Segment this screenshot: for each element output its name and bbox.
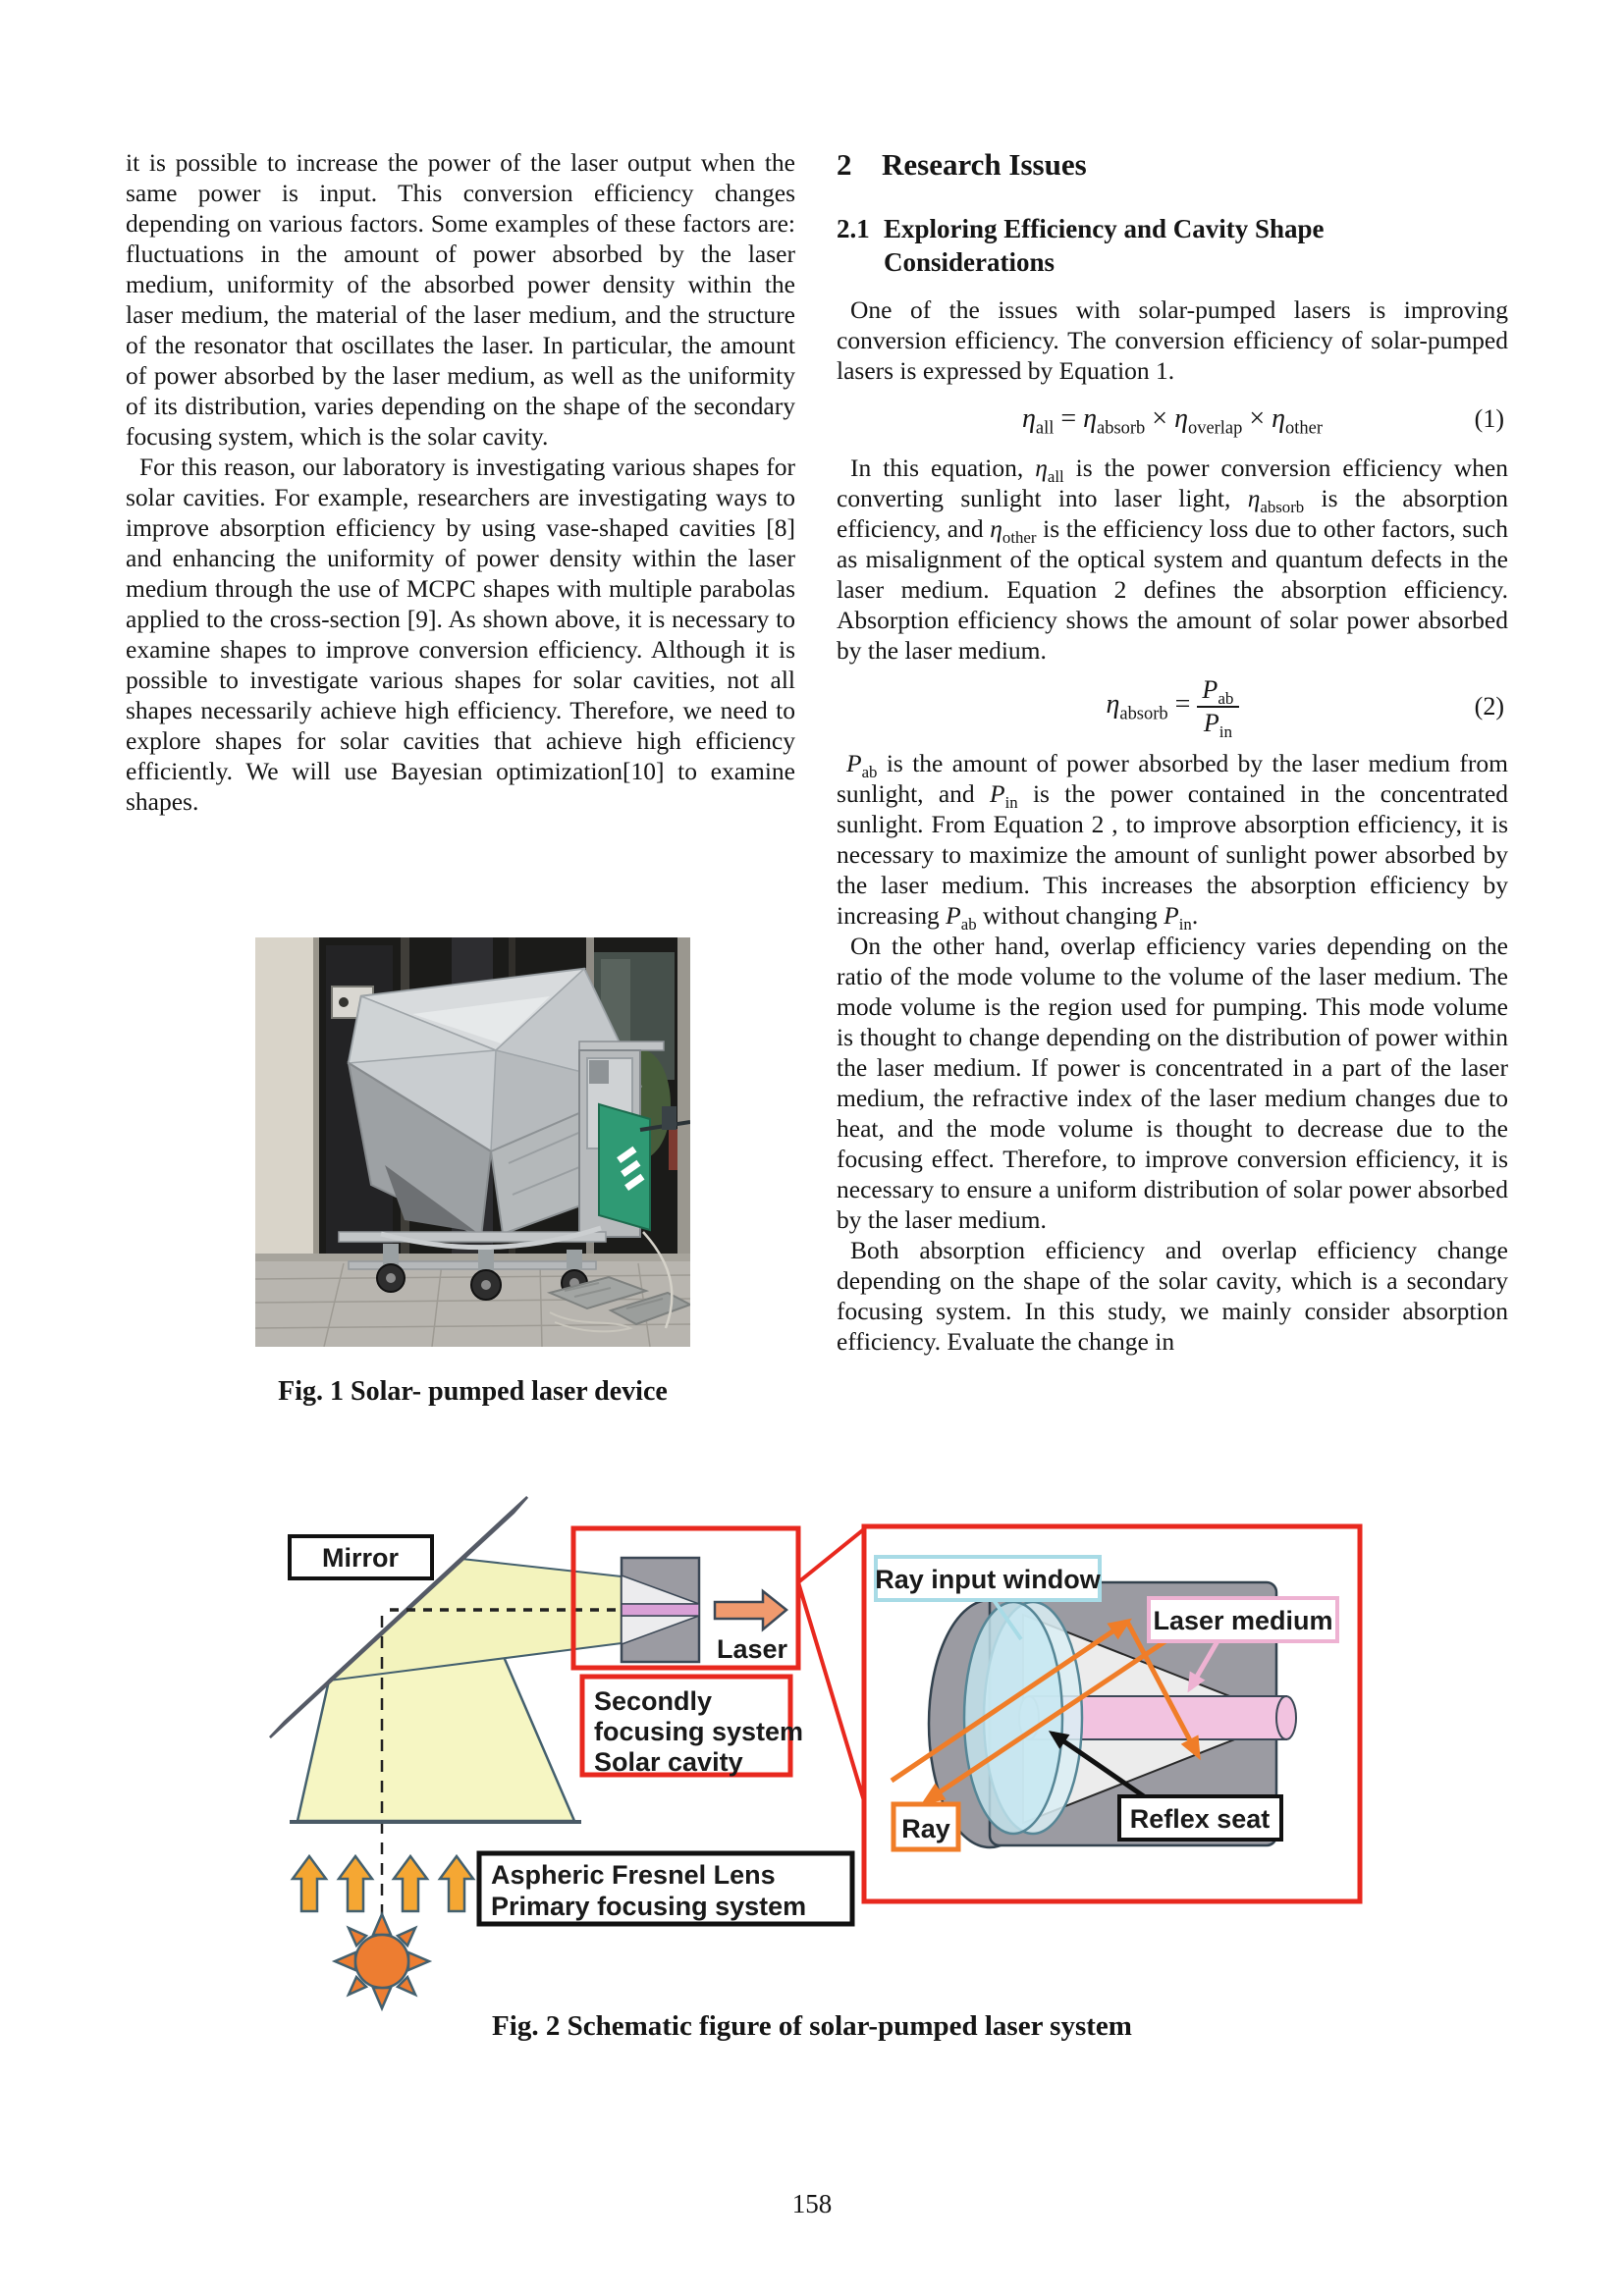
mirror-label bbox=[290, 1536, 432, 1578]
section-title: Research Issues bbox=[882, 147, 1087, 182]
subsection-number: 2.1 bbox=[837, 214, 870, 243]
equation-2 bbox=[837, 675, 1508, 742]
green-panel bbox=[599, 1104, 650, 1230]
laser-medium-slit bbox=[622, 1604, 699, 1616]
figure1-caption: Fig. 1 Solar- pumped laser device bbox=[278, 1376, 668, 1407]
body-paragraph: it is possible to increase the power of the laser output when the same power is input. This conversion efficiency changes depending on various factors. Some examples of these factors are: fluctuations in the amount of power absorbed by the laser medium, uniformity of the absorbed power density within the laser medium, the material of the laser medium, and the structure of the resonator that oscillates the laser. In particular, the amount of power absorbed by the laser medium, as well as the uniformity of its distribution, varies depending on the shape of the secondary focusing system, which is the solar cavity. bbox=[126, 148, 795, 451]
subsection-heading bbox=[837, 212, 1508, 279]
equation-1 bbox=[837, 403, 1508, 438]
figure2-diagram bbox=[0, 1492, 1624, 2042]
equation-2-number: (2) bbox=[1474, 691, 1504, 721]
svg-text:Solar cavity: Solar cavity bbox=[594, 1747, 743, 1777]
equation-1-body: $\eta_{all} = \eta_{absorb} \times \eta_{overlap} \times \eta_{other}$ bbox=[1021, 403, 1323, 438]
fresnel-lens-label bbox=[479, 1853, 852, 1924]
subsection-title: Exploring Efficiency and Cavity Shape Considerations bbox=[884, 214, 1325, 277]
laser-arrow-icon bbox=[715, 1591, 786, 1629]
fraction-numerator: $P_{ab}$ bbox=[1197, 675, 1238, 708]
left-column bbox=[126, 147, 795, 817]
cavity-zoom-schematic bbox=[864, 1526, 1360, 1901]
pavement bbox=[255, 1261, 690, 1347]
laser-label: Laser bbox=[716, 1634, 788, 1664]
svg-text:focusing system: focusing system bbox=[594, 1717, 804, 1746]
body-paragraph: One of the issues with solar-pumped lasers is improving conversion efficiency. The conversion efficiency of solar-pumped lasers is expressed by Equation 1. bbox=[837, 295, 1508, 385]
ray-label bbox=[893, 1804, 958, 1849]
svg-text:Laser medium: Laser medium bbox=[1153, 1606, 1333, 1635]
sun-icon bbox=[335, 1914, 429, 2008]
svg-text:Reflex seat: Reflex seat bbox=[1129, 1804, 1271, 1834]
svg-text:Ray input window: Ray input window bbox=[875, 1565, 1101, 1594]
body-paragraph: In this equation, $\eta_{all}$ is the power conversion efficiency when converting sunlight into laser light, $\eta_{absorb}$ is the absorption efficiency, and $\eta_{other}$ is the efficiency loss due to other factors, such as misalignment of the optical system and quantum defects in the laser medium. Equation 2 defines the absorption efficiency. Absorption efficiency shows the amount of solar power absorbed by the laser medium. bbox=[837, 454, 1508, 665]
svg-text:Primary focusing system: Primary focusing system bbox=[491, 1892, 807, 1921]
body-paragraph: On the other hand, overlap efficiency varies depending on the ratio of the mode volume to the volume of the laser medium. The mode volume is the region used for pumping. This mode volume is thought to change depending on the distribution of power within the laser medium. If power is concentrated in a part of the laser medium, the refractive index of the laser medium changes due to heat, and the mode volume is thought to decrease due to the focusing effect. Therefore, to improve conversion efficiency, it is necessary to ensure a uniform distribution of solar power absorbed by the laser medium. bbox=[837, 931, 1508, 1234]
svg-text:Secondly: Secondly bbox=[594, 1686, 713, 1716]
figure2-caption: Fig. 2 Schematic figure of solar-pumped laser system bbox=[492, 2010, 1132, 2042]
right-column bbox=[837, 147, 1508, 1357]
page-number: 158 bbox=[791, 2189, 833, 2218]
primary-system-schematic bbox=[270, 1497, 865, 2008]
equation-1-number: (1) bbox=[1474, 404, 1504, 433]
body-paragraph: $P_{ab}$ is the amount of power absorbed by the laser medium from sunlight, and $P_{in}$ is the power contained in the concentrated sunlight. From Equation 2 , to improve absorption efficiency, it is necessary to maximize the amount of sunlight power absorbed by the laser medium. This increases the absorption efficiency by increasing $P_{ab}$ without changing $P_{in}$. bbox=[837, 748, 1509, 934]
figure1-photo bbox=[255, 937, 690, 1347]
svg-text:Aspheric Fresnel Lens: Aspheric Fresnel Lens bbox=[491, 1860, 776, 1890]
equation-2-lhs: $\eta_{absorb}$ = bbox=[1106, 689, 1198, 723]
section-heading bbox=[837, 147, 1508, 183]
section-number: 2 bbox=[837, 147, 852, 182]
body-paragraph: Both absorption efficiency and overlap efficiency change depending on the shape of the solar cavity, which is a secondary focusing system. In this study, we mainly consider absorption efficiency. Evaluate the change in bbox=[837, 1235, 1508, 1356]
body-paragraph: For this reason, our laboratory is investigating various shapes for solar cavities. For example, researchers are investigating ways to improve absorption efficiency by using vase-shaped cavities [8] and enhancing the uniformity of power density within the laser medium through the use of MCPC shapes with multiple parabolas applied to the cross-section [9]. As shown above, it is necessary to examine shapes to improve conversion efficiency. Although it is possible to investigate various shapes for solar cavities, not all shapes necessarily achieve high efficiency. Therefore, we need to explore shapes for solar cavities that achieve high efficiency efficiently. We will use Bayesian optimization[10] to examine shapes. bbox=[126, 453, 795, 816]
svg-text:Ray: Ray bbox=[901, 1814, 950, 1843]
secondary-system-label bbox=[582, 1677, 803, 1777]
fraction-denominator: $P_{in}$ bbox=[1203, 708, 1233, 742]
svg-text:Mirror: Mirror bbox=[321, 1543, 400, 1573]
equation-2-fraction bbox=[1197, 675, 1238, 742]
